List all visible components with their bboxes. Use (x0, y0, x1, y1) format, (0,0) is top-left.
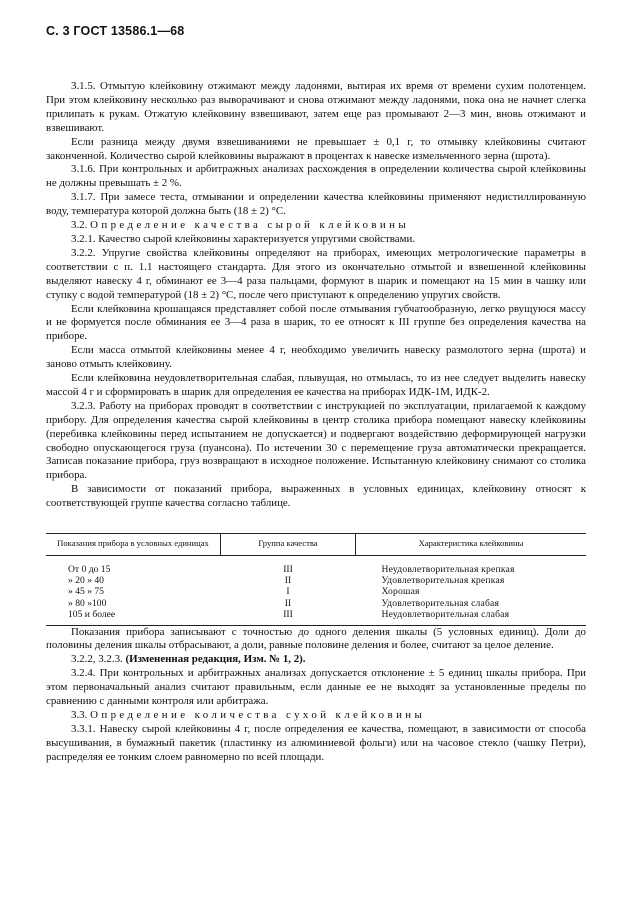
paragraph: Если клейковина крошащаяся представляет собой после отмывания губчатообразную, легко рвущуюся массу и не формуется после обминания ее 3—4 раза в шарик, то ее относят к III группе без определения качества на приборе. (46, 302, 586, 343)
group-cell: I (286, 586, 290, 598)
characteristic-cell: Неудовлетворительная крепкая (381, 563, 515, 575)
paragraph-3-1-7: 3.1.7. При замесе теста, отмывании и определении качества клейковины применяют недистиллированную воду, температура которой должна быть (18 ± 2) °С. (46, 191, 586, 218)
table-row (46, 555, 586, 575)
readings-cell: » 45 » 75 (68, 586, 104, 598)
paragraph-3-3-1: 3.3.1. Навеску сырой клейковины 4 г, после определения ее качества, помещают, в зависимости от способа высушивания, в бумажный пакетик (пластинку из алюминиевой фольги) или на часовое стекло (чашку Петри), распределяя ее тонким слоем равномерно по всей площади. (46, 722, 586, 763)
section-title: Определение количества сухой клейковины (90, 708, 426, 721)
paragraph-3-2-4: 3.2.4. При контрольных и арбитражных анализах допускается отклонение ± 5 единиц шкалы прибора. При этом первоначальный анализ считают правильным, если данные ее не выходят за установленные пределы по сравнению с данными контроля или арбитража. (46, 667, 586, 708)
paragraph-3-1-6: 3.1.6. При контрольных и арбитражных анализах расхождения в определении количества сырой клейковины не должны превышать ± 2 %. (46, 163, 586, 190)
paragraph-3-2-2: 3.2.2. Упругие свойства клейковины определяют на приборах, имеющих метрологические параметры в соответствии с п. 1.1 настоящего стандарта. Для этого из окончательно отмытой и взвешенной клейковины выделяют навеску 4 г, обминают ее 3—4 раза пальцами, формуют в шарик и помещают на 15 мин в чашку или ступку с водой температурой (18 ± 2) °С, после чего приступают к определению упругих свойств. (46, 246, 586, 301)
readings-cell: » 20 » 40 (68, 574, 104, 586)
section-heading-3-2 (46, 219, 586, 233)
section-title: Определение качества сырой клейковины (90, 219, 410, 232)
group-cell: III (283, 563, 293, 575)
paragraph: Если масса отмытой клейковины менее 4 г, необходимо увеличить навеску размолотого зерна (шрота) и заново отмыть клейковину. (46, 344, 586, 371)
section-heading-3-3 (46, 709, 586, 723)
group-cell: II (284, 597, 292, 609)
section-number: 3.2. (71, 219, 88, 232)
section-number: 3.3. (71, 708, 88, 721)
table-row (46, 609, 586, 625)
quality-table (46, 533, 586, 625)
readings-cell: От 0 до 15 (68, 563, 111, 575)
paragraph: Показания прибора записывают с точностью до одного деления шкалы (5 условных единиц). Доли до половины деления шкалы отбрасывают, а доли, равные половине деления и более, считают за целое деление. (46, 625, 586, 652)
characteristic-cell: Удовлетворительная слабая (381, 597, 500, 609)
paragraph-3-2-3: 3.2.3. Работу на приборах проводят в соответствии с инструкцией по эксплуатации, прилагаемой к каждому прибору. Для определения качества сырой клейковины в центр столика прибора помещают навеску клейковины (перебивка клейковины перед испытанием не допускается) и подвергают воздействию деформирующей нагрузки свободно опускающегося груза (пуансона). По истечении 30 с перемещение груза автоматически прекращается. Записав показание прибора, груз возвращают в исходное положение. Испытанную клейковину снимают со столика прибора. (46, 399, 586, 482)
column-header-readings: Показания прибора в условных единицах (46, 534, 221, 555)
column-header-group: Группа качества (221, 534, 356, 555)
characteristic-cell: Удовлетворительная крепкая (381, 574, 505, 586)
table-row (46, 598, 586, 609)
table-header-row (46, 534, 586, 555)
readings-cell: » 80 »100 (68, 597, 107, 609)
paragraph: Если клейковина неудовлетворительная слабая, плывущая, но отмылась, то из нее следует выделить навеску массой 4 г и сформировать в шарик для определения ее качества на приборах ИДК-1М, ИДК-2. (46, 372, 586, 398)
amendment-prefix: 3.2.2, 3.2.3. (71, 653, 123, 666)
characteristic-cell: Хорошая (381, 586, 420, 598)
paragraph-3-2-1: 3.2.1. Качество сырой клейковины характеризуется упругими свойствами. (71, 232, 416, 245)
group-cell: II (284, 574, 292, 586)
paragraph: В зависимости от показаний прибора, выраженных в условных единицах, клейковину относят к соответствующей группе качества согласно таблице. (46, 483, 586, 510)
amendment-note (46, 653, 586, 667)
characteristic-cell: Неудовлетворительная слабая (356, 609, 587, 625)
column-header-characteristic: Характеристика клейковины (356, 534, 587, 555)
paragraph: Если разница между двумя взвешиваниями не превышает ± 0,1 г, то отмывку клейковины считают законченной. Количество сырой клейковины выражают в процентах к навеске измельченного зерна (шрота). (46, 135, 586, 162)
table-row (46, 586, 586, 597)
readings-cell: 105 и более (46, 609, 221, 625)
page-header: С. 3 ГОСТ 13586.1—68 (46, 24, 185, 38)
amendment-text: (Измененная редакция, Изм. № 1, 2). (125, 653, 306, 666)
table-row (46, 575, 586, 586)
paragraph-3-1-5: 3.1.5. Отмытую клейковину отжимают между ладонями, вытирая их время от времени сухим полотенцем. При этом клейковину несколько раз выворачивают и снова отжимают между ладонями, пока она не начнет слегка прилипать к рукам. Отжатую клейковину взвешивают, затем еще раз промывают 2—3 мин, вновь отжимают и взвешивают. (46, 80, 586, 134)
document-body (46, 80, 586, 765)
group-cell: III (221, 609, 356, 625)
